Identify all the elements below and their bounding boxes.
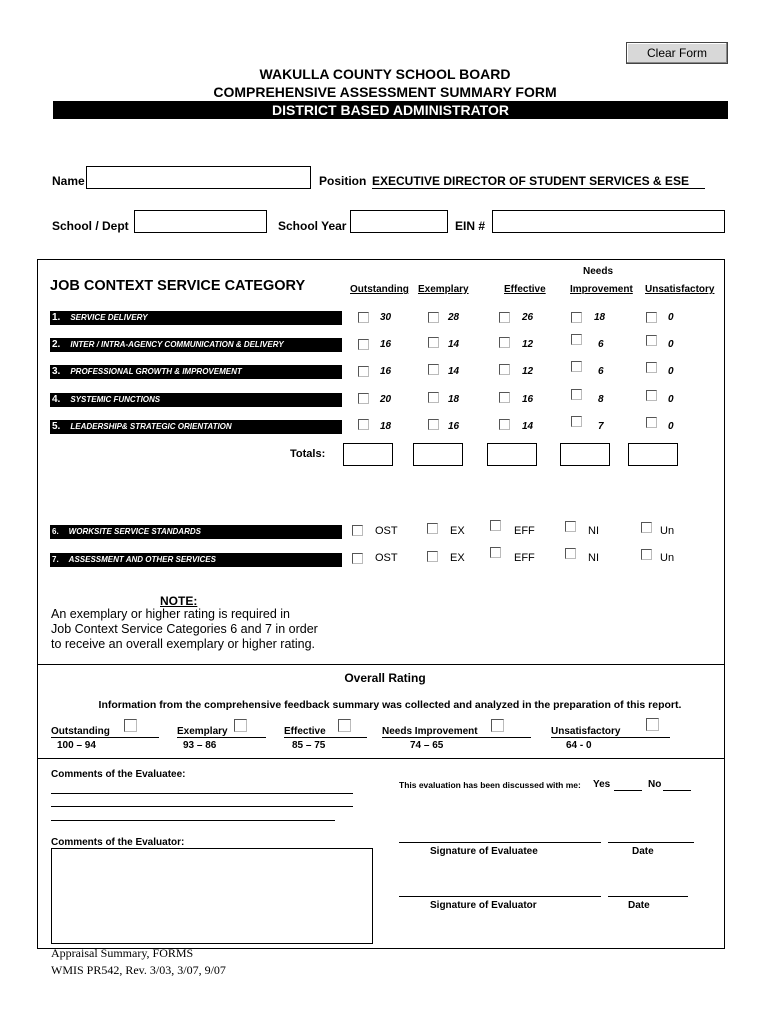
evaluatee-comment-line[interactable] xyxy=(51,820,335,821)
overall-checkbox[interactable] xyxy=(646,718,659,731)
rating-checkbox[interactable] xyxy=(499,419,510,430)
overall-option-label: Exemplary xyxy=(177,726,266,738)
score-value: 14 xyxy=(448,366,460,377)
option-label: NI xyxy=(588,552,599,564)
evaluatee-date-line[interactable] xyxy=(608,842,694,843)
evaluatee-comment-line[interactable] xyxy=(51,793,353,794)
evaluator-signature-line[interactable] xyxy=(399,896,601,897)
form-title-board: WAKULLA COUNTY SCHOOL BOARD xyxy=(259,66,511,82)
category-label-bar xyxy=(50,311,342,325)
rating-checkbox[interactable] xyxy=(571,361,582,372)
rating-checkbox[interactable] xyxy=(646,390,657,401)
yes-label: Yes xyxy=(593,779,611,790)
category-label: ASSESSMENT AND OTHER SERVICES xyxy=(68,555,216,564)
score-value: 0 xyxy=(668,366,674,377)
option-label: OST xyxy=(375,552,398,564)
category-label-bar xyxy=(50,393,342,407)
rating-checkbox[interactable] xyxy=(499,392,510,403)
overall-checkbox[interactable] xyxy=(234,719,247,732)
name-label: Name xyxy=(52,174,85,188)
footer-revision: WMIS PR542, Rev. 3/03, 3/07, 9/07 xyxy=(51,963,226,977)
overall-option-label: Needs Improvement xyxy=(382,726,531,738)
category-label: PROFESSIONAL GROWTH & IMPROVEMENT xyxy=(70,367,242,376)
rating-checkbox[interactable] xyxy=(571,389,582,400)
score-value: 0 xyxy=(668,394,674,405)
evaluatee-comment-line[interactable] xyxy=(51,806,353,807)
rating-checkbox[interactable] xyxy=(641,549,652,560)
category-label: SYSTEMIC FUNCTIONS xyxy=(70,395,161,404)
category-label: INTER / INTRA-AGENCY COMMUNICATION & DELIVERY xyxy=(70,340,284,349)
overall-option-label: Unsatisfactory xyxy=(551,726,670,738)
rating-checkbox[interactable] xyxy=(571,416,582,427)
category-number: 5. xyxy=(52,421,61,432)
overall-option-label: Effective xyxy=(284,726,367,738)
footer-form-name: Appraisal Summary, FORMS xyxy=(51,946,194,960)
rating-checkbox[interactable] xyxy=(358,339,369,350)
total-effective-field[interactable] xyxy=(487,443,537,466)
rating-checkbox[interactable] xyxy=(427,523,438,534)
category-number: 2. xyxy=(52,339,61,350)
rating-checkbox[interactable] xyxy=(352,525,363,536)
option-label: Un xyxy=(660,525,675,537)
rating-checkbox[interactable] xyxy=(499,364,510,375)
evaluator-comments-field[interactable] xyxy=(51,848,373,944)
rating-checkbox[interactable] xyxy=(358,419,369,430)
score-value: 20 xyxy=(380,394,392,405)
category-label: WORKSITE SERVICE STANDARDS xyxy=(68,527,201,536)
evaluatee-date-label: Date xyxy=(632,846,654,857)
rating-checkbox[interactable] xyxy=(565,548,576,559)
category-number: 6. xyxy=(52,527,59,536)
total-outstanding-field[interactable] xyxy=(343,443,393,466)
overall-option-range: 85 – 75 xyxy=(292,740,326,751)
school-dept-field[interactable] xyxy=(134,210,267,233)
form-title-summary: COMPREHENSIVE ASSESSMENT SUMMARY FORM xyxy=(213,84,557,100)
score-value: 26 xyxy=(522,312,534,323)
overall-option-range: 74 – 65 xyxy=(410,740,444,751)
note-title: NOTE: xyxy=(160,594,198,608)
option-label: OST xyxy=(375,525,398,537)
category-label: LEADERSHIP& STRATEGIC ORIENTATION xyxy=(70,422,232,431)
score-value: 18 xyxy=(594,312,606,323)
score-value: 12 xyxy=(522,366,534,377)
rating-checkbox[interactable] xyxy=(358,393,369,404)
col-needs-top: Needs xyxy=(583,266,614,277)
category-number: 1. xyxy=(52,312,61,323)
position-value[interactable]: EXECUTIVE DIRECTOR OF STUDENT SERVICES & ESE xyxy=(372,174,705,189)
rating-checkbox[interactable] xyxy=(490,547,501,558)
score-value: 16 xyxy=(380,366,392,377)
overall-rating-heading: Overall Rating xyxy=(344,671,426,685)
evaluator-signature-label: Signature of Evaluator xyxy=(430,900,537,911)
rating-checkbox[interactable] xyxy=(646,417,657,428)
category-label-bar xyxy=(50,420,342,434)
category-label-bar xyxy=(50,338,342,352)
rating-checkbox[interactable] xyxy=(641,522,652,533)
note-line: to receive an overall exemplary or higher rating. xyxy=(51,637,316,651)
rating-checkbox[interactable] xyxy=(428,312,439,323)
school-dept-label: School / Dept xyxy=(52,219,129,233)
category-label-bar xyxy=(50,365,342,379)
evaluator-date-line[interactable] xyxy=(608,896,688,897)
category-number: 4. xyxy=(52,394,61,405)
evaluatee-signature-line[interactable] xyxy=(399,842,601,843)
rating-checkbox[interactable] xyxy=(499,337,510,348)
rating-checkbox[interactable] xyxy=(358,366,369,377)
note-line: Job Context Service Categories 6 and 7 in order xyxy=(51,622,318,636)
category-label-bar xyxy=(50,525,342,539)
overall-option-range: 100 – 94 xyxy=(57,740,96,751)
school-year-field[interactable] xyxy=(350,210,448,233)
score-value: 14 xyxy=(522,421,534,432)
option-label: Un xyxy=(660,552,675,564)
overall-option-range: 93 – 86 xyxy=(183,740,217,751)
option-label: NI xyxy=(588,525,599,537)
total-exemplary-field[interactable] xyxy=(413,443,463,466)
option-label: EFF xyxy=(514,552,535,564)
option-label: EX xyxy=(450,552,465,564)
rating-checkbox[interactable] xyxy=(646,362,657,373)
rating-checkbox[interactable] xyxy=(428,392,439,403)
rating-checkbox[interactable] xyxy=(490,520,501,531)
score-value: 12 xyxy=(522,339,534,350)
col-unsatisfactory: Unsatisfactory xyxy=(645,284,715,295)
evaluator-comments-label: Comments of the Evaluator: xyxy=(51,837,185,848)
rating-checkbox[interactable] xyxy=(427,551,438,562)
col-outstanding: Outstanding xyxy=(350,284,409,295)
clear-form-button[interactable]: Clear Form xyxy=(626,42,728,64)
rating-checkbox[interactable] xyxy=(428,419,439,430)
total-needs-improvement-field[interactable] xyxy=(560,443,610,466)
overall-checkbox[interactable] xyxy=(491,719,504,732)
category-number: 7. xyxy=(52,555,59,564)
ein-field[interactable] xyxy=(492,210,725,233)
score-value: 16 xyxy=(448,421,460,432)
rating-checkbox[interactable] xyxy=(571,334,582,345)
option-label: EFF xyxy=(514,525,535,537)
rating-checkbox[interactable] xyxy=(646,335,657,346)
overall-checkbox[interactable] xyxy=(338,719,351,732)
overall-checkbox[interactable] xyxy=(124,719,137,732)
ein-label: EIN # xyxy=(455,219,486,233)
category-number: 3. xyxy=(52,366,61,377)
school-year-label: School Year xyxy=(278,219,347,233)
col-needs-improvement: Improvement xyxy=(570,284,633,295)
score-value: 6 xyxy=(598,339,604,350)
job-context-heading: JOB CONTEXT SERVICE CATEGORY xyxy=(50,278,306,294)
position-label: Position xyxy=(319,174,367,188)
score-value: 6 xyxy=(598,366,604,377)
rating-checkbox[interactable] xyxy=(352,553,363,564)
no-label: No xyxy=(648,779,662,790)
score-value: 18 xyxy=(380,421,392,432)
score-value: 14 xyxy=(448,339,460,350)
rating-checkbox[interactable] xyxy=(428,337,439,348)
score-value: 7 xyxy=(598,421,604,432)
no-field[interactable] xyxy=(663,790,691,791)
yes-field[interactable] xyxy=(614,790,642,791)
name-field[interactable] xyxy=(86,166,311,189)
col-effective: Effective xyxy=(504,284,546,295)
score-value: 16 xyxy=(522,394,534,405)
rating-checkbox[interactable] xyxy=(571,312,582,323)
category-label: SERVICE DELIVERY xyxy=(70,313,148,322)
score-value: 0 xyxy=(668,421,674,432)
col-exemplary: Exemplary xyxy=(418,284,469,295)
score-value: 28 xyxy=(448,312,460,323)
evaluator-date-label: Date xyxy=(628,900,650,911)
score-value: 0 xyxy=(668,312,674,323)
evaluatee-comments-label: Comments of the Evaluatee: xyxy=(51,769,186,780)
total-unsatisfactory-field[interactable] xyxy=(628,443,678,466)
option-label: EX xyxy=(450,525,465,537)
discussed-text: This evaluation has been discussed with me: xyxy=(399,780,581,790)
score-value: 16 xyxy=(380,339,392,350)
overall-option-range: 64 - 0 xyxy=(566,740,592,751)
note-line: An exemplary or higher rating is required in xyxy=(51,607,291,621)
category-label-bar xyxy=(50,553,342,567)
rating-checkbox[interactable] xyxy=(646,312,657,323)
score-value: 18 xyxy=(448,394,460,405)
score-value: 8 xyxy=(598,394,604,405)
totals-label: Totals: xyxy=(290,448,326,460)
form-title-role: DISTRICT BASED ADMINISTRATOR xyxy=(53,101,728,119)
rating-checkbox[interactable] xyxy=(428,364,439,375)
score-value: 0 xyxy=(668,339,674,350)
rating-checkbox[interactable] xyxy=(358,312,369,323)
overall-option-label: Outstanding xyxy=(51,726,159,738)
rating-checkbox[interactable] xyxy=(565,521,576,532)
score-value: 30 xyxy=(380,312,392,323)
evaluatee-signature-label: Signature of Evaluatee xyxy=(430,846,538,857)
rating-checkbox[interactable] xyxy=(499,312,510,323)
overall-info-text: Information from the comprehensive feedback summary was collected and analyzed in the preparation of this report. xyxy=(98,699,682,711)
